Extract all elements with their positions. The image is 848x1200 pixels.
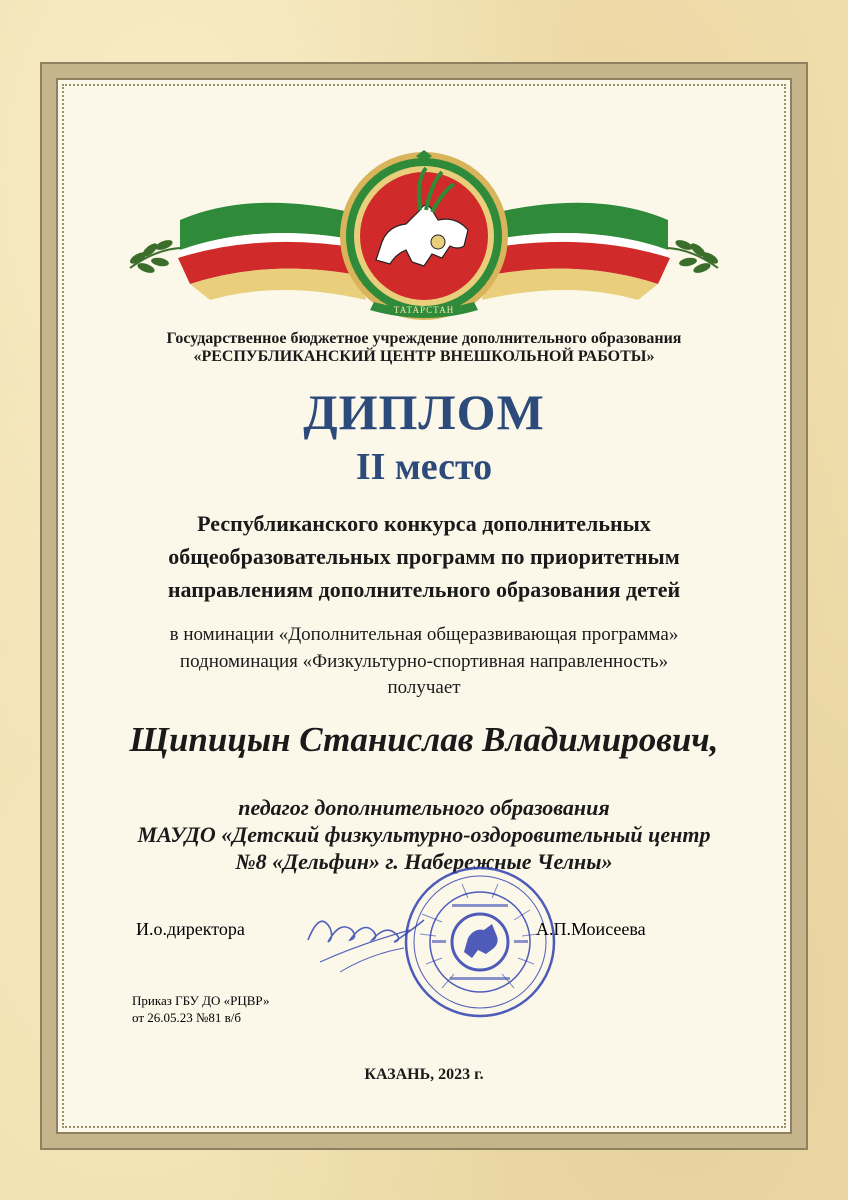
tatarstan-emblem bbox=[120, 150, 728, 325]
emblem-medallion bbox=[340, 150, 508, 320]
organization-line-2: «РЕСПУБЛИКАНСКИЙ ЦЕНТР ВНЕШКОЛЬНОЙ РАБОТЫ» bbox=[193, 348, 655, 365]
diploma-title: ДИПЛОМ bbox=[303, 384, 545, 440]
contest-line-2: общеобразовательных программ по приоритетным bbox=[168, 544, 680, 569]
award-place: II место bbox=[355, 446, 493, 488]
recipient-position-line-1: педагог дополнительного образования bbox=[238, 795, 610, 820]
organization-stamp bbox=[402, 864, 558, 1020]
nomination-line-1: в номинации «Дополнительная общеразвивающая программа» bbox=[169, 624, 679, 645]
nomination-line-2: подноминация «Физкультурно-спортивная направленность» bbox=[179, 651, 669, 672]
recipient-position-line-2: МАУДО «Детский физкультурно-оздоровительный центр bbox=[137, 822, 711, 847]
organization-line-1: Государственное бюджетное учреждение дополнительного образования bbox=[166, 330, 682, 347]
order-line-2: от 26.05.23 №81 в/б bbox=[132, 1010, 242, 1025]
recipient-position-line-3: №8 «Дельфин» г. Набережные Челны» bbox=[235, 849, 613, 874]
city-year: КАЗАНЬ, 2023 г. bbox=[364, 1066, 484, 1083]
nomination-line-3: получает bbox=[387, 677, 461, 698]
director-name: А.П.Моисеева bbox=[536, 919, 646, 939]
director-title: И.о.директора bbox=[136, 919, 245, 939]
flag-ribbon-right bbox=[482, 203, 670, 300]
flag-ribbon-left bbox=[178, 203, 366, 300]
emblem-caption: ТАТАРСТАН bbox=[393, 305, 455, 315]
contest-line-3: направлениям дополнительного образования детей bbox=[167, 577, 681, 602]
contest-line-1: Республиканского конкурса дополнительных bbox=[197, 511, 651, 536]
recipient-name: Щипицын Станислав Владимирович, bbox=[129, 720, 719, 759]
order-line-1: Приказ ГБУ ДО «РЦВР» bbox=[132, 993, 270, 1008]
